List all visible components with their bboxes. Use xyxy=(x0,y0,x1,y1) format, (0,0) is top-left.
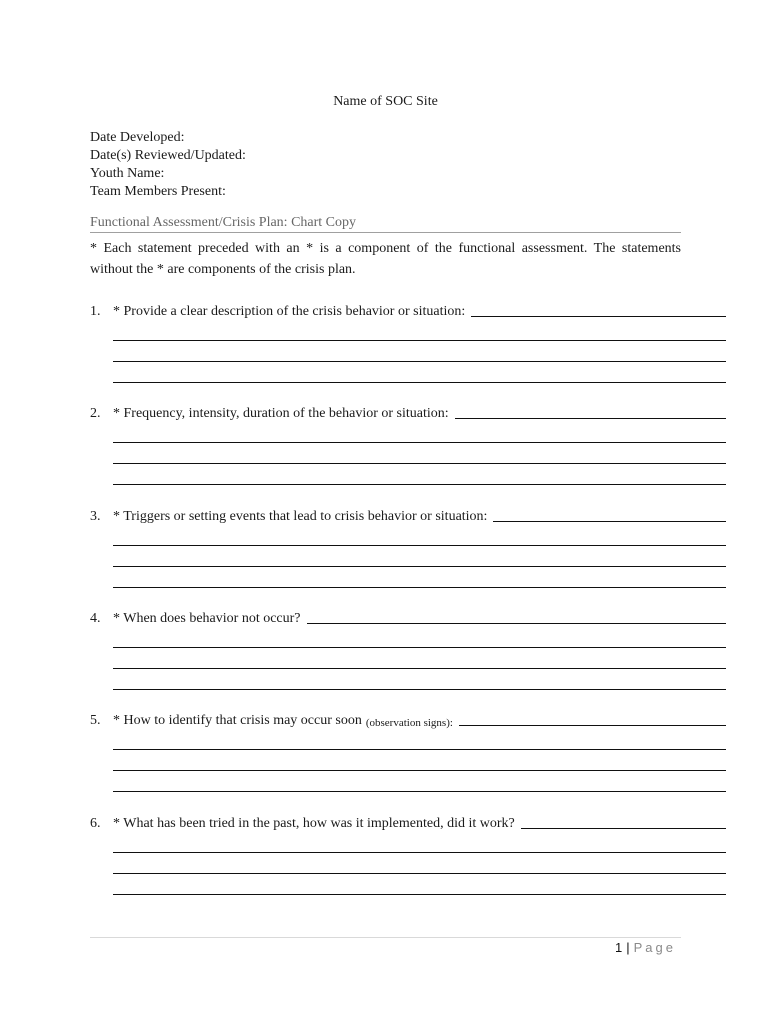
answer-line[interactable] xyxy=(113,873,726,874)
answer-line[interactable] xyxy=(113,463,726,464)
answer-line[interactable] xyxy=(113,894,726,895)
site-title: Name of SOC Site xyxy=(333,94,438,109)
section-heading: Functional Assessment/Crisis Plan: Chart Copy xyxy=(90,214,681,233)
answer-line[interactable] xyxy=(113,382,726,383)
question-3 xyxy=(90,505,726,595)
answer-line[interactable] xyxy=(113,668,726,669)
answer-line[interactable] xyxy=(113,689,726,690)
answer-line[interactable] xyxy=(113,442,726,443)
question-2 xyxy=(90,402,726,492)
question-number: 5. xyxy=(90,713,101,728)
answer-line-inline[interactable] xyxy=(493,521,726,522)
answer-line[interactable] xyxy=(113,647,726,648)
question-text: * Provide a clear description of the crisis behavior or situation: xyxy=(113,304,466,319)
question-text: * What has been tried in the past, how was it implemented, did it work? xyxy=(113,816,515,831)
answer-line-inline[interactable] xyxy=(459,725,726,726)
question-text: * When does behavior not occur? xyxy=(113,611,301,626)
answer-line[interactable] xyxy=(113,791,726,792)
question-number: 1. xyxy=(90,304,101,319)
question-number: 2. xyxy=(90,406,101,421)
question-text: * How to identify that crisis may occur soon xyxy=(113,713,362,728)
question-6 xyxy=(90,812,726,902)
page-label: Page xyxy=(633,940,676,955)
youth-name-label: Youth Name: xyxy=(90,166,165,181)
question-text: * Triggers or setting events that lead to crisis behavior or situation: xyxy=(113,509,488,524)
team-members-label: Team Members Present: xyxy=(90,184,226,199)
date-reviewed-label: Date(s) Reviewed/Updated: xyxy=(90,148,246,163)
question-4 xyxy=(90,607,726,697)
answer-line[interactable] xyxy=(113,340,726,341)
answer-line-inline[interactable] xyxy=(471,316,726,317)
answer-line-inline[interactable] xyxy=(455,418,726,419)
answer-line[interactable] xyxy=(113,566,726,567)
question-5 xyxy=(90,709,726,799)
intro-paragraph: * Each statement preceded with an * is a component of the functional assessment. The statements without the * are components of the crisis plan. xyxy=(90,241,681,277)
answer-line[interactable] xyxy=(113,545,726,546)
meta-fields xyxy=(90,129,246,201)
footer-divider xyxy=(90,937,681,938)
question-note: (observation signs): xyxy=(365,717,453,729)
answer-line[interactable] xyxy=(113,361,726,362)
answer-line[interactable] xyxy=(113,587,726,588)
question-1 xyxy=(90,300,726,390)
question-number: 6. xyxy=(90,816,101,831)
answer-line[interactable] xyxy=(113,770,726,771)
question-text: * Frequency, intensity, duration of the behavior or situation: xyxy=(113,406,449,421)
page-footer xyxy=(615,940,676,955)
page-separator: | xyxy=(626,940,630,955)
answer-line-inline[interactable] xyxy=(307,623,726,624)
page-number: 1 xyxy=(615,940,623,955)
date-developed-label: Date Developed: xyxy=(90,130,185,145)
question-number: 3. xyxy=(90,509,101,524)
question-number: 4. xyxy=(90,611,101,626)
answer-line[interactable] xyxy=(113,749,726,750)
answer-line[interactable] xyxy=(113,484,726,485)
answer-line-inline[interactable] xyxy=(521,828,726,829)
answer-line[interactable] xyxy=(113,852,726,853)
